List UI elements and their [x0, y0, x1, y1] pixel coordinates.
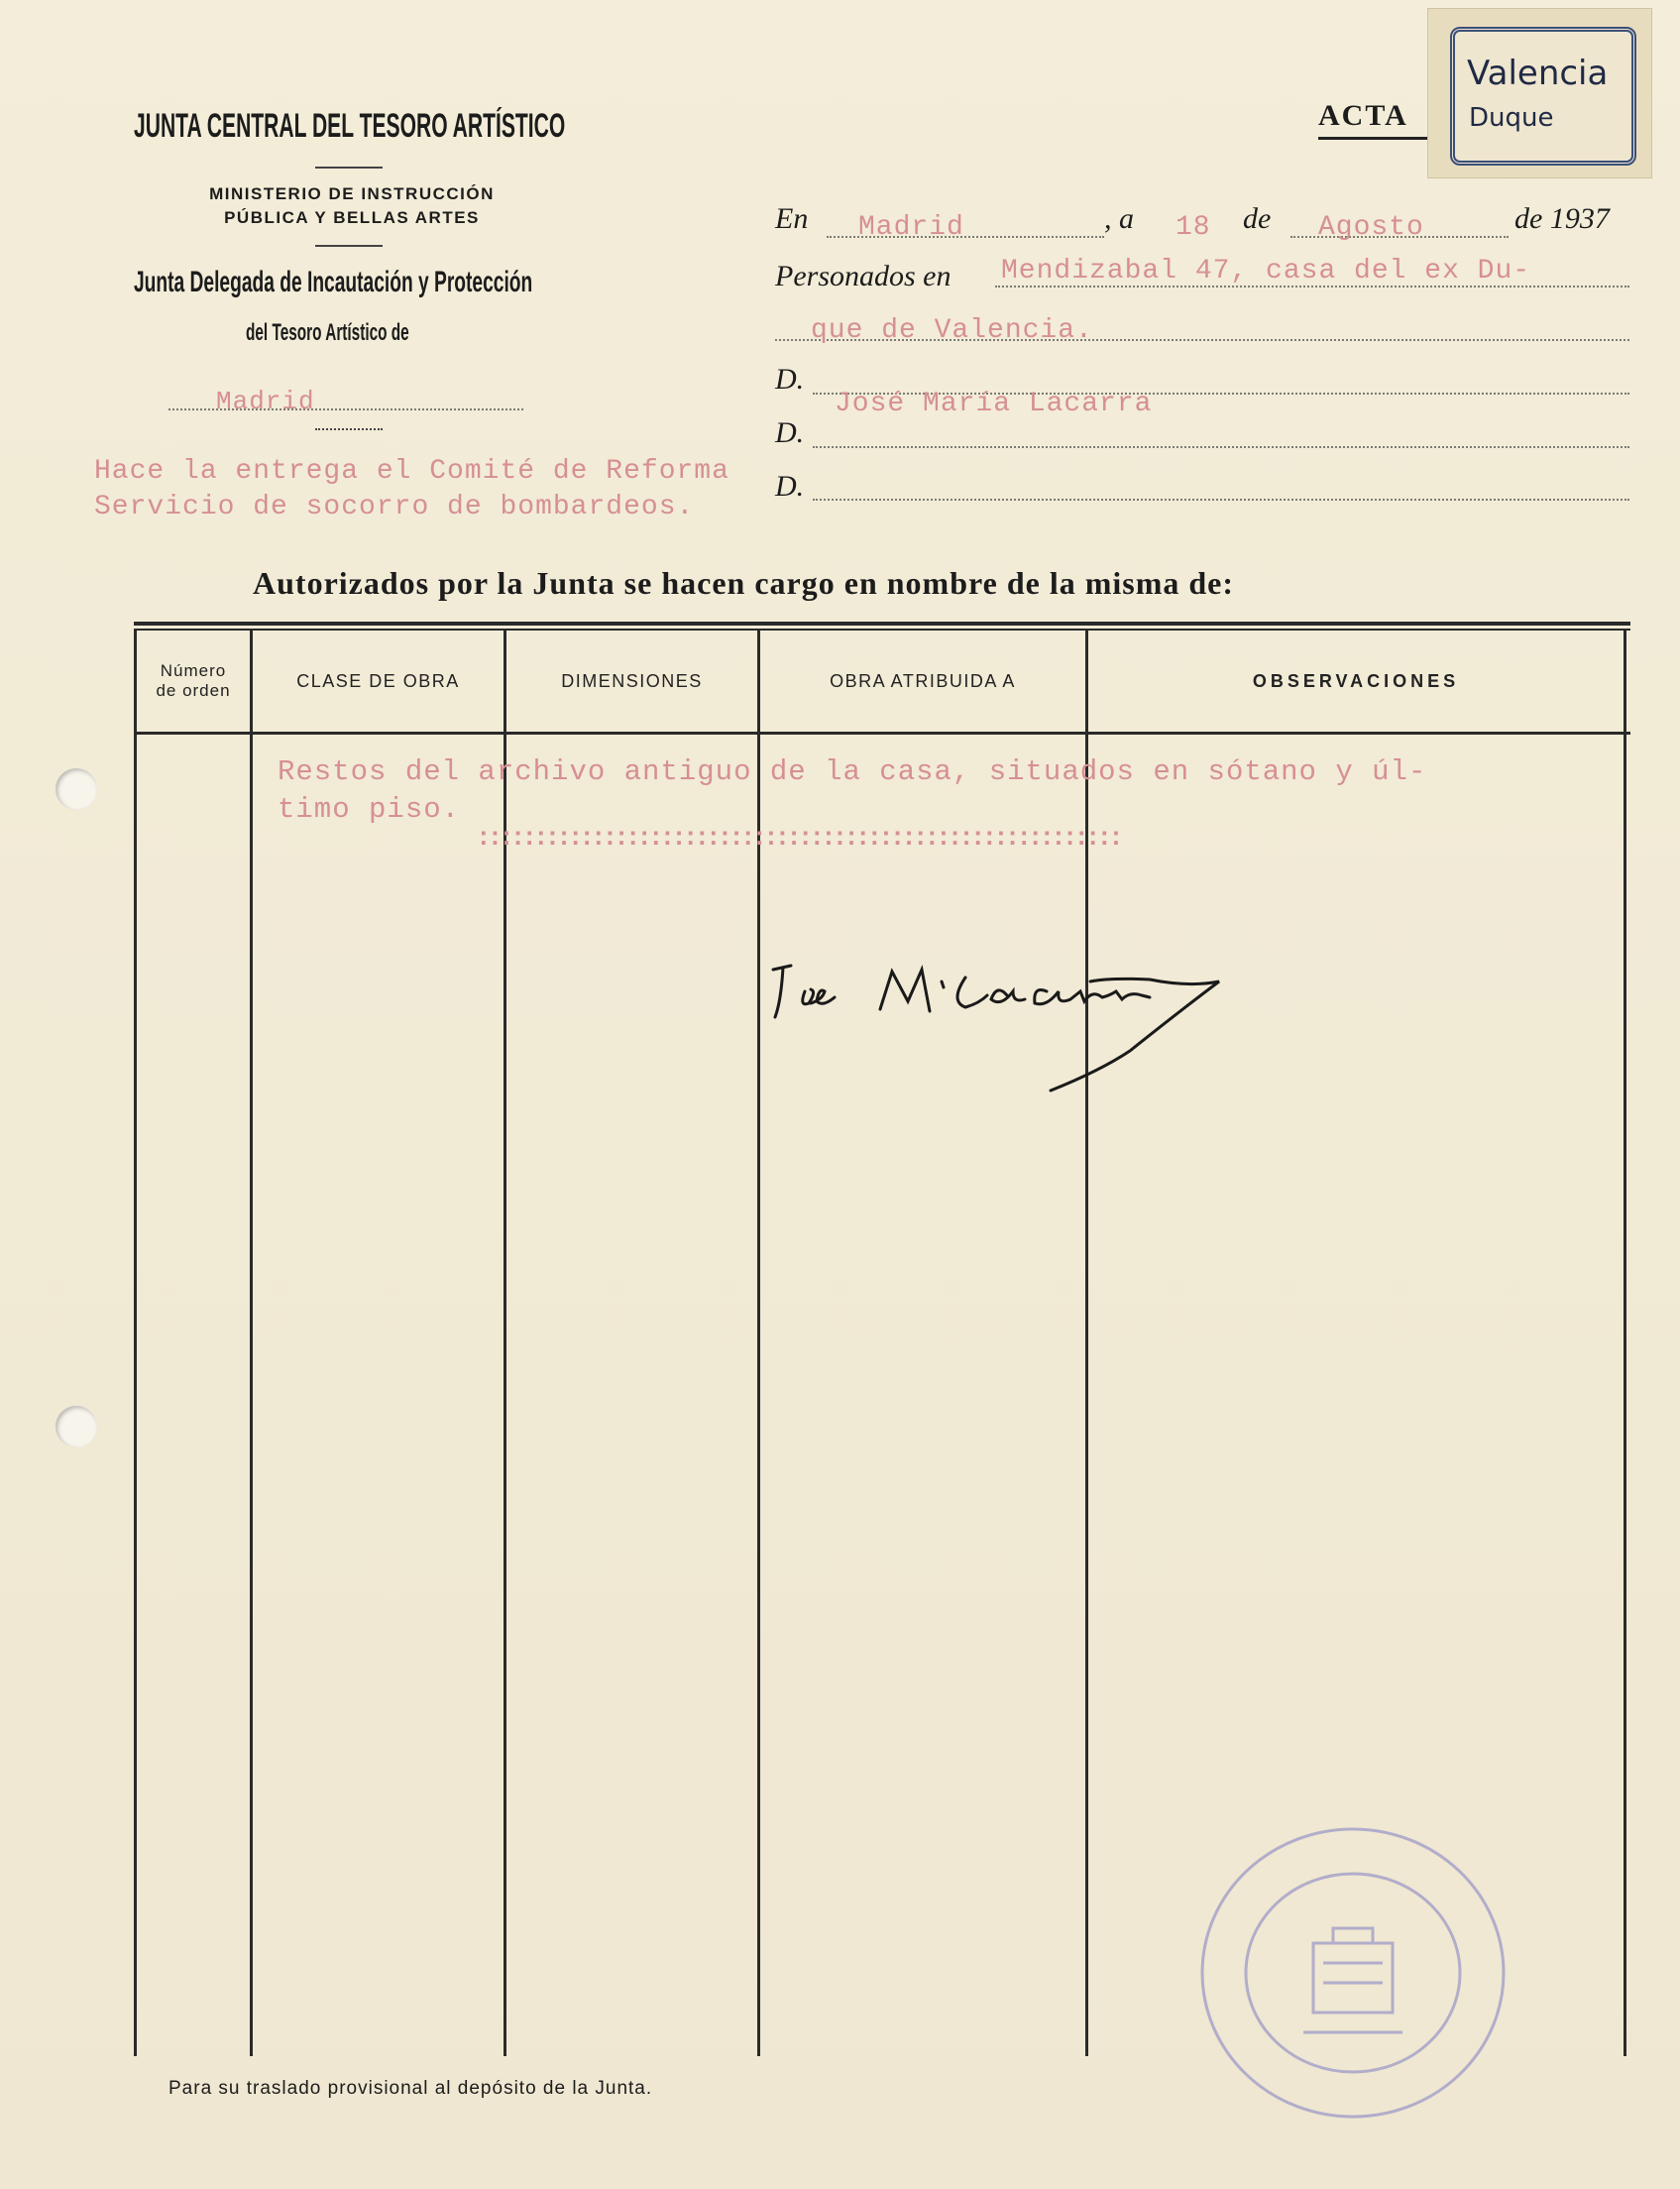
entry-separator: :::::::::::::::::::::::::::::::::::::::::::::::::::::::: [476, 823, 1120, 853]
year-label: de 1937 [1514, 202, 1610, 235]
place-value: Madrid [858, 212, 964, 243]
letterhead-rule-2 [315, 245, 383, 247]
entry-line-2: timo piso. [278, 793, 461, 826]
personados-line-1: Mendizabal 47, casa del ex Du- [1001, 256, 1531, 287]
header-numero-line-1: Número [160, 661, 227, 680]
person-1-prefix: D. [775, 363, 805, 396]
header-atribuida: OBRA ATRIBUIDA A [830, 670, 1016, 691]
footer-note: Para su traslado provisional al depósito de la Junta. [168, 2078, 653, 2099]
city-value: Madrid [216, 387, 315, 416]
delegate-line-1: Junta Delegada de Incautación y Protección [134, 266, 533, 298]
person-1-name: José María Lacarra [835, 389, 1153, 419]
authorized-heading: Autorizados por la Junta se hacen cargo en nombre de la misma de: [253, 565, 1235, 601]
person-3-dotted-line [813, 499, 1629, 501]
person-2-dotted-line [813, 446, 1629, 448]
table-col-border-5 [1624, 629, 1626, 2056]
day-value: 18 [1176, 212, 1211, 243]
acta-label: ACTA [1318, 99, 1408, 132]
punch-hole-2 [56, 1406, 97, 1447]
table-header-bottom [134, 732, 1630, 735]
delegate-line-2: del Tesoro Artístico de [246, 319, 409, 346]
stamp-frame [1450, 27, 1636, 166]
city-rule [315, 428, 383, 432]
letterhead-title: JUNTA CENTRAL DEL TESORO ARTÍSTICO [134, 107, 566, 145]
revenue-stamp [1427, 8, 1652, 178]
header-numero-line-2: de orden [156, 681, 231, 700]
official-seal [1184, 1814, 1521, 2131]
table-col-border-1 [250, 629, 253, 2056]
acta-underline [1318, 137, 1429, 140]
letterhead-rule-1 [315, 167, 383, 169]
month-value: Agosto [1318, 212, 1424, 243]
stamp-label-1: Valencia [1467, 54, 1609, 93]
delivery-note-line-1: Hace la entrega el Comité de Reforma [94, 456, 729, 487]
table-col-border-0 [134, 629, 137, 2056]
header-dimensiones: DIMENSIONES [561, 670, 703, 691]
entry-line-1: Restos del archivo antiguo de la casa, situados en sótano y úl- [278, 755, 1427, 788]
header-numero [137, 631, 250, 732]
place-a-label: , a [1104, 202, 1134, 235]
person-3-prefix: D. [775, 470, 805, 503]
personados-label: Personados en [775, 260, 952, 292]
table-top-rule [134, 622, 1630, 626]
personados-line-2: que de Valencia. [811, 315, 1093, 346]
day-de-label: de [1243, 202, 1272, 235]
signature [753, 952, 1229, 1100]
ministry-line-1: MINISTERIO DE INSTRUCCIÓN [209, 184, 495, 203]
place-en-label: En [775, 202, 809, 235]
delivery-note-line-2: Servicio de socorro de bombardeos. [94, 492, 695, 522]
ministry-line-2: PÚBLICA Y BELLAS ARTES [224, 208, 480, 227]
header-clase: CLASE DE OBRA [296, 670, 460, 691]
punch-hole-1 [56, 768, 97, 810]
person-2-prefix: D. [775, 416, 805, 449]
header-observaciones: OBSERVACIONES [1252, 670, 1460, 691]
stamp-label-2: Duque [1469, 103, 1554, 133]
